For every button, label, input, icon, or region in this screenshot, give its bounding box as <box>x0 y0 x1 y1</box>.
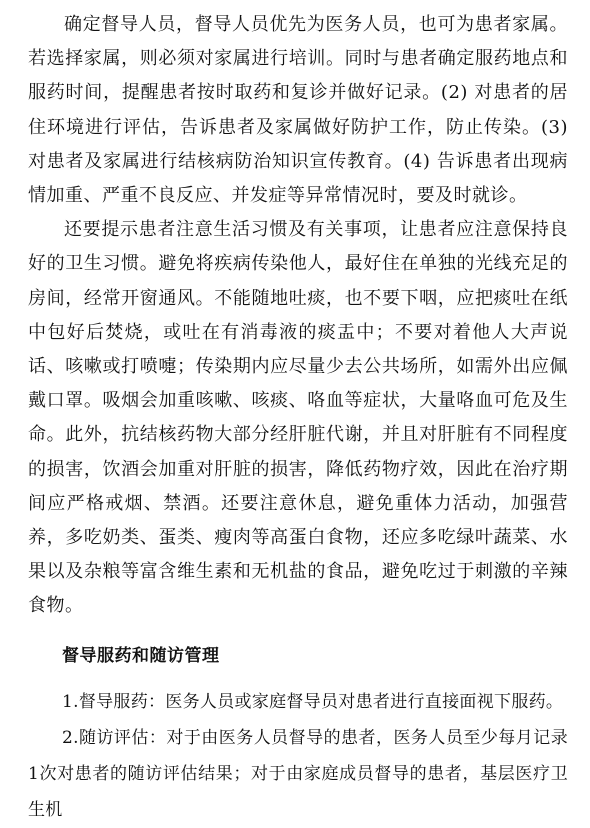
body-paragraph: 确定督导人员，督导人员优先为医务人员，也可为患者家属。若选择家属，则必须对家属进行培训。同时与患者确定服药地点和服药时间，提醒患者按时取药和复诊并做好记录。(2) 对患者的居住环境进行评估，告诉患者及家属做好防护工作，防止传染。(3) 对患者及家属进行结核病防治知识宣传教育。(4) 告诉患者出现病情加重、严重不良反应、并发症等异常情况时，要及时就诊。 <box>28 14 568 207</box>
list-item: 2.随访评估：对于由医务人员督导的患者，医务人员至少每月记录1次对患者的随访评估结果；对于由家庭成员督导的患者，基层医疗卫生机 <box>28 727 568 820</box>
body-paragraph: 还要提示患者注意生活习惯及有关事项，让患者应注意保持良好的卫生习惯。避免将疾病传染他人，最好住在单独的光线充足的房间，经常开窗通风。不能随地吐痰，也不要下咽，应把痰吐在纸中包好后焚烧，或吐在有消毒液的痰盂中；不要对着他人大声说话、咳嗽或打喷嚏；传染期内应尽量少去公共场所，如需外出应佩戴口罩。吸烟会加重咳嗽、咳痰、咯血等症状，大量咯血可危及生命。此外，抗结核药物大部分经肝脏代谢，并且对肝脏有不同程度的损害，饮酒会加重对肝脏的损害，降低药物疗效，因此在治疗期间应严格戒烟、禁酒。还要注意休息，避免重体力活动，加强营养，多吃奶类、蛋类、瘦肉等高蛋白食物，还应多吃绿叶蔬菜、水果以及杂粮等富含维生素和无机盐的食品，避免吃过于刺激的辛辣食物。 <box>28 219 568 617</box>
section-heading: 督导服药和随访管理 <box>62 645 220 666</box>
list-item: 1.督导服药：医务人员或家庭督导员对患者进行直接面视下服药。 <box>62 691 564 712</box>
